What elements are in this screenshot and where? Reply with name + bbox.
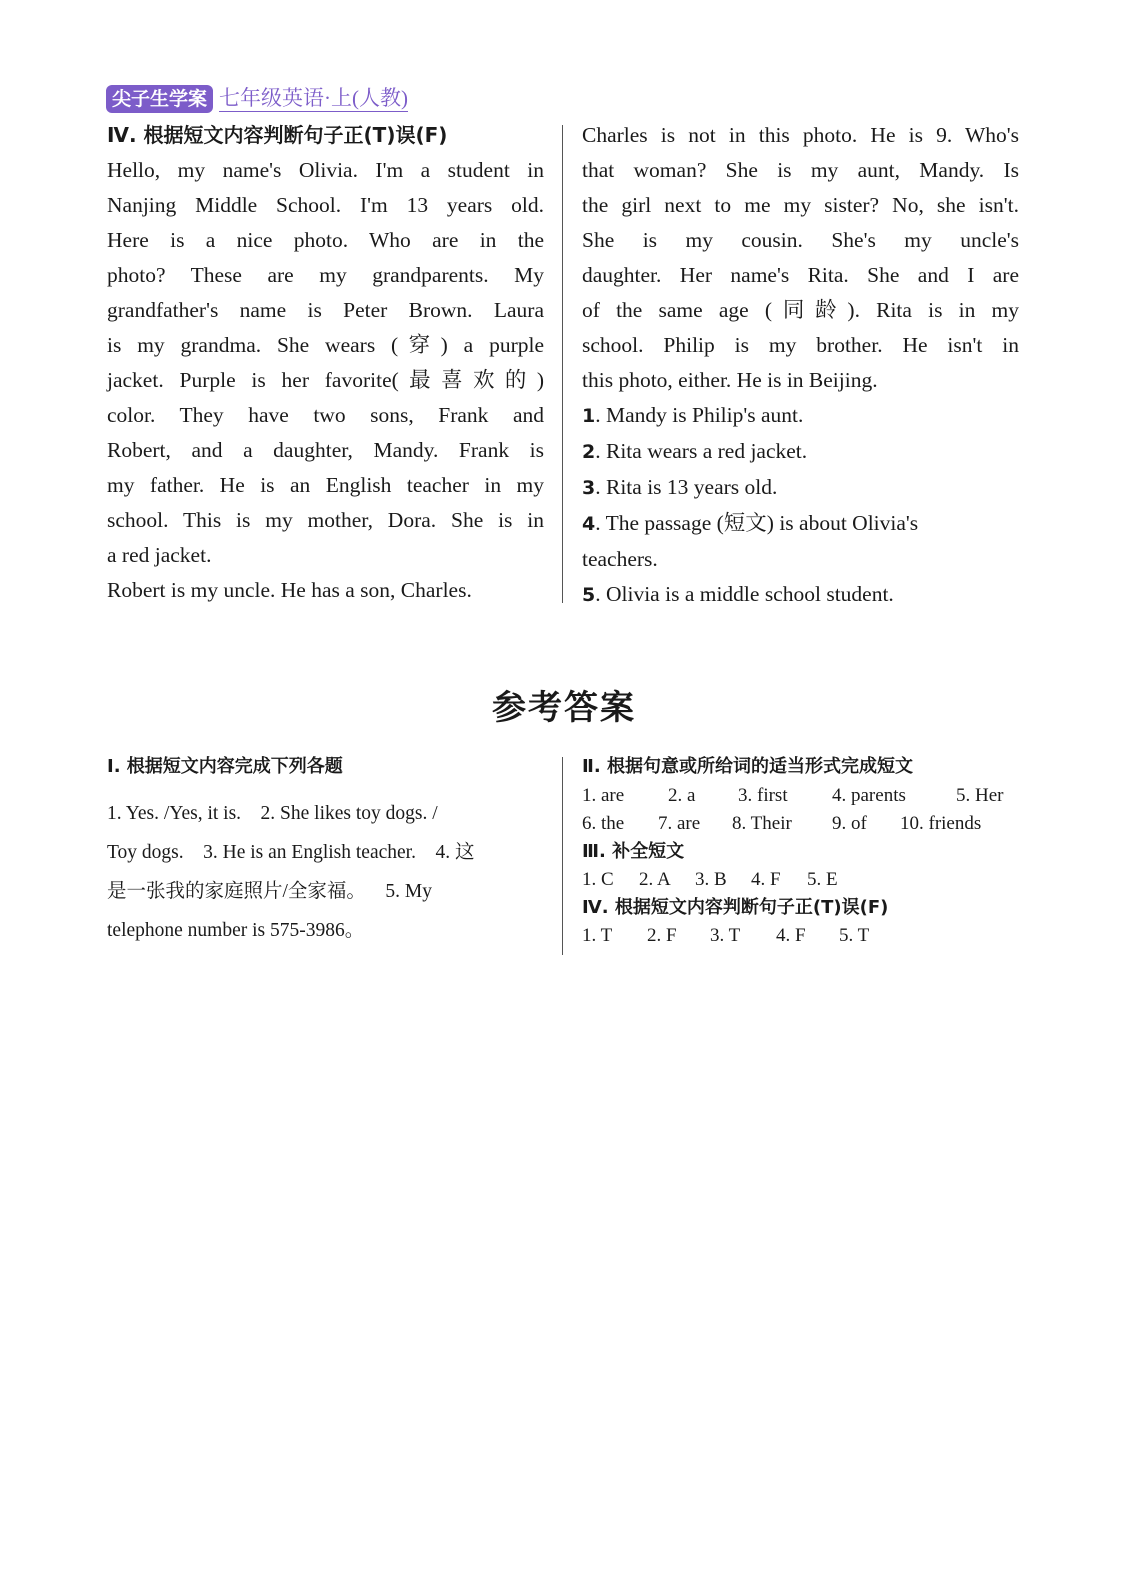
passage-line: Robert is my uncle. He has a son, Charles. [107, 578, 472, 602]
answer-item: 1. T [582, 925, 613, 946]
answer-item: 2. A [639, 869, 671, 890]
passage-line: Nanjing Middle School. I'm 13 years old. [107, 193, 544, 217]
answer-item: 10. friends [900, 813, 982, 834]
passage-line: She is my cousin. She's my uncle's [582, 228, 1019, 252]
column-divider [562, 125, 563, 603]
series-logo: 尖子生学案 [106, 85, 213, 113]
passage-line: school. Philip is my brother. He isn't in [582, 333, 1019, 357]
part3-heading: Ⅲ. 补全短文 [582, 841, 685, 862]
question-text: . The passage (短文) is about Olivia's [595, 511, 919, 535]
section-title: Ⅳ. 根据短文内容判断句子正(T)误(F) [107, 123, 448, 147]
answer-line: 1. Yes. /Yes, it is. 2. She likes toy dogs. / [107, 803, 438, 824]
passage-line: this photo, either. He is in Beijing. [582, 368, 878, 392]
answer-item: 4. F [751, 869, 781, 890]
answer-item: 7. are [658, 813, 701, 834]
part2-row-1 [582, 782, 1022, 810]
page-header [106, 85, 408, 113]
passage-line: is my grandma. She wears (穿) a purple [107, 333, 544, 357]
answers-title: 参考答案 [492, 688, 636, 728]
question-item [582, 470, 1019, 506]
question-item [582, 434, 1019, 470]
question-number: 1 [582, 405, 596, 427]
passage-line: that woman? She is my aunt, Mandy. Is [582, 158, 1019, 182]
answer-item: 3. B [695, 869, 727, 890]
subject-label: 七年级英语·上(人教) [219, 86, 408, 110]
passage-line: photo? These are my grandparents. My [107, 263, 544, 287]
passage-line: school. This is my mother, Dora. She is in [107, 508, 544, 532]
part4-heading: Ⅳ. 根据短文内容判断句子正(T)误(F) [582, 897, 889, 918]
answers-right-column [582, 752, 1022, 950]
answers-part1 [107, 752, 544, 950]
passage-right-column [582, 118, 1019, 613]
passage-text-right [582, 118, 1019, 398]
question-text: . Mandy is Philip's aunt. [595, 403, 804, 427]
passage-line: of the same age (同龄). Rita is in my [582, 298, 1019, 322]
passage-line: Hello, my name's Olivia. I'm a student in [107, 158, 544, 182]
answer-item: 1. C [582, 869, 614, 890]
question-number: 3 [582, 477, 596, 499]
passage-line: a red jacket. [107, 543, 212, 567]
part2-heading: Ⅱ. 根据句意或所给词的适当形式完成短文 [582, 756, 913, 777]
answer-item: 2. F [647, 925, 677, 946]
answer-line: telephone number is 575-3986。 [107, 920, 365, 941]
answer-item: 5. Her [956, 785, 1004, 806]
question-item [582, 506, 1019, 542]
part4-answers [582, 922, 1022, 950]
question-text: . Rita wears a red jacket. [595, 439, 808, 463]
question-text: . Rita is 13 years old. [595, 475, 778, 499]
answer-item: 5. E [807, 869, 838, 890]
passage-line: color. They have two sons, Frank and [107, 403, 544, 427]
answer-item: 9. of [832, 813, 867, 834]
answer-item: 2. a [668, 785, 696, 806]
answer-item: 4. parents [832, 785, 906, 806]
question-number: 5 [582, 584, 596, 606]
answers-divider [562, 757, 563, 955]
answer-item: 5. T [839, 925, 870, 946]
part1-answers [107, 794, 544, 950]
passage-line: grandfather's name is Peter Brown. Laura [107, 298, 544, 322]
question-list [582, 398, 1019, 613]
passage-line: Robert, and a daughter, Mandy. Frank is [107, 438, 544, 462]
answer-item: 8. Their [732, 813, 792, 834]
question-number: 2 [582, 441, 596, 463]
question-number: 4 [582, 513, 596, 535]
answer-item: 4. F [776, 925, 806, 946]
answer-item: 6. the [582, 813, 625, 834]
answer-item: 3. first [738, 785, 788, 806]
passage-line: daughter. Her name's Rita. She and I are [582, 263, 1019, 287]
part1-heading: Ⅰ. 根据短文内容完成下列各题 [107, 756, 343, 777]
passage-line: jacket. Purple is her favorite(最喜欢的) [107, 368, 544, 392]
question-continuation: teachers. [582, 547, 658, 571]
answer-line: Toy dogs. 3. He is an English teacher. 4. 这 [107, 842, 475, 863]
passage-line: my father. He is an English teacher in my [107, 473, 544, 497]
passage-line: the girl next to me my sister? No, she isn't. [582, 193, 1019, 217]
part2-row-2 [582, 810, 1022, 838]
passage-left-column [107, 118, 544, 608]
passage-text-left [107, 153, 544, 608]
question-text: . Olivia is a middle school student. [595, 582, 894, 606]
passage-line: Charles is not in this photo. He is 9. Who's [582, 123, 1019, 147]
passage-line: Here is a nice photo. Who are in the [107, 228, 544, 252]
question-item [582, 577, 1019, 613]
answer-item: 1. are [582, 785, 625, 806]
part3-answers [582, 866, 1022, 894]
answer-item: 3. T [710, 925, 741, 946]
question-item [582, 398, 1019, 434]
answer-line: 是一张我的家庭照片/全家福。 5. My [107, 881, 433, 902]
